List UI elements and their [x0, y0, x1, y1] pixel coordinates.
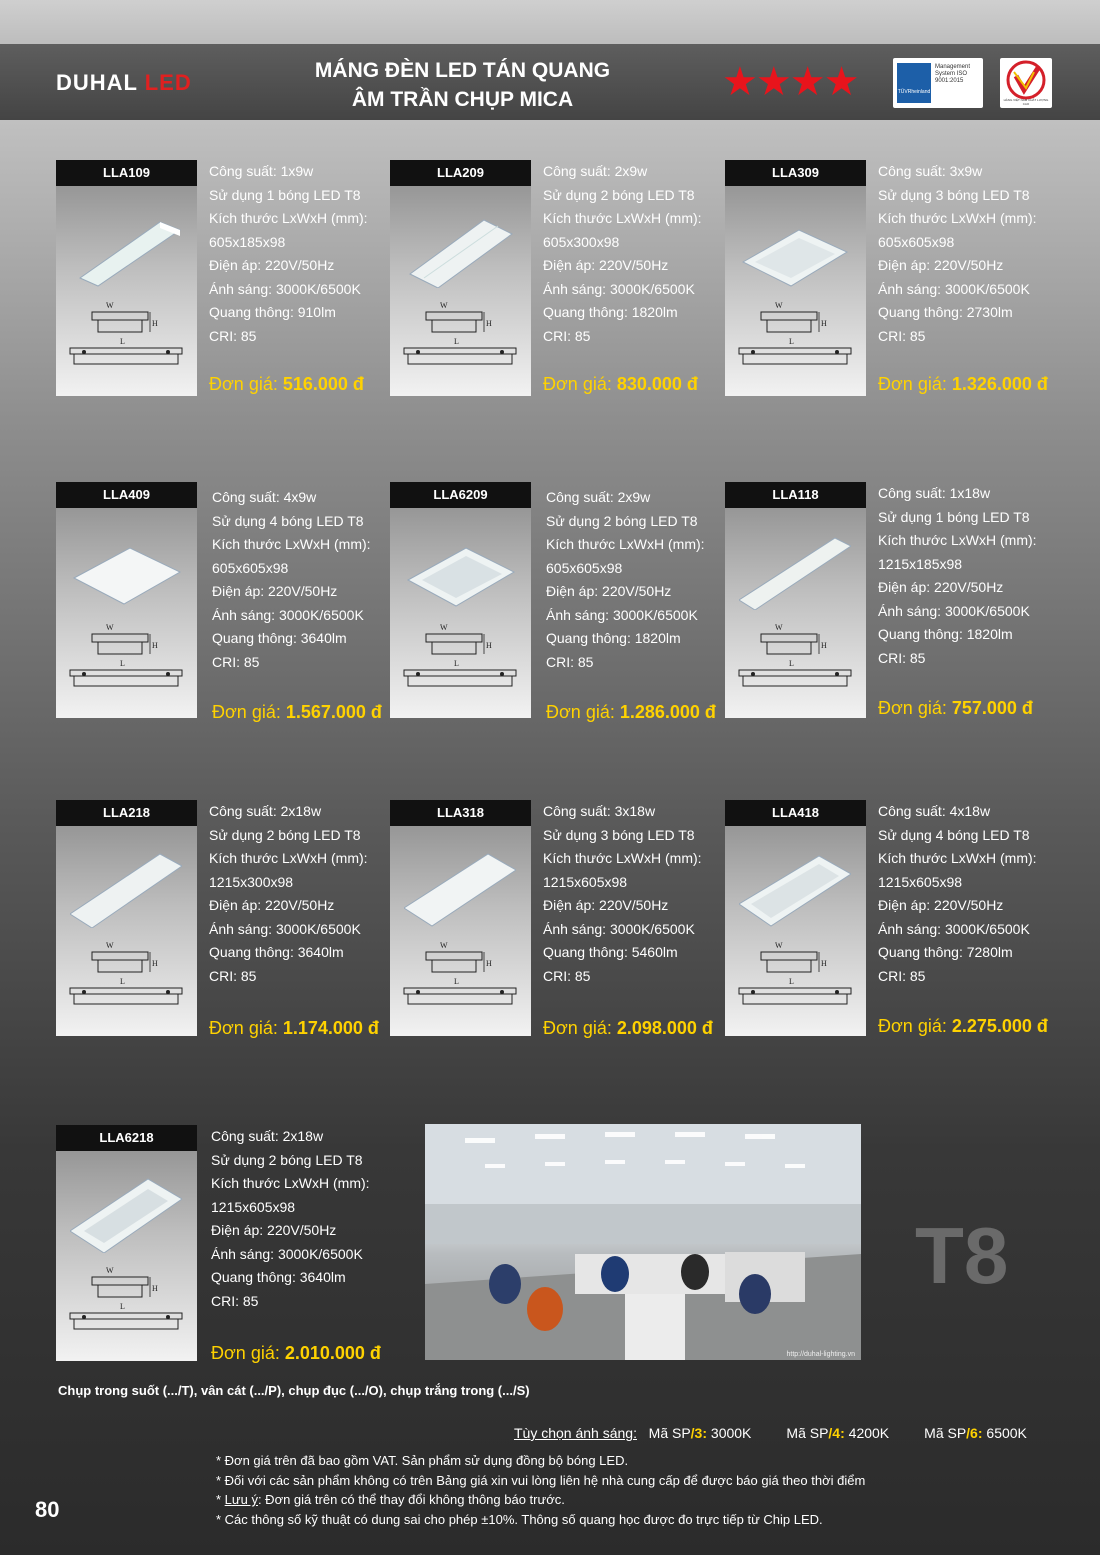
- product-specs: Công suất: 3x9w Sử dụng 3 bóng LED T8 Kích thước LxWxH (mm): 605x605x98 Điện áp: 220V/50Hz Ánh sáng: 3000K/6500K Quang thông: 2730lm CRI: 85: [878, 163, 1037, 344]
- footnotes: * Đơn giá trên đã bao gồm VAT. Sản phẩm sử dụng đồng bộ bóng LED. * Đối với các sản phẩm không có trên Bảng giá xin vui lòng liên hệ nhà cung cấp để được báo giá theo thời điểm * Lưu ý: Đơn giá trên có thể thay đổi không thông báo trước. * Các thông số kỹ thuật có dung sai cho phép ±10%. Thông số quang học được đo trực tiếp từ Chip LED.: [216, 1453, 866, 1527]
- product-image: [390, 482, 531, 718]
- dimension-drawing: [64, 1265, 190, 1355]
- product-code: LLA6218: [56, 1125, 197, 1151]
- product-specs: Công suất: 2x9w Sử dụng 2 bóng LED T8 Kích thước LxWxH (mm): 605x605x98 Điện áp: 220V/50Hz Ánh sáng: 3000K/6500K Quang thông: 1820lm CRI: 85: [546, 489, 705, 670]
- product-specs: Công suất: 1x18w Sử dụng 1 bóng LED T8 Kích thước LxWxH (mm): 1215x185x98 Điện áp: 220V/50Hz Ánh sáng: 3000K/6500K Quang thông: 1820lm CRI: 85: [878, 485, 1037, 666]
- product-specs: Công suất: 3x18w Sử dụng 3 bóng LED T8 Kích thước LxWxH (mm): 1215x605x98 Điện áp: 220V/50Hz Ánh sáng: 3000K/6500K Quang thông: 5460lm CRI: 85: [543, 803, 702, 984]
- square-troffer-icon: [739, 848, 851, 928]
- page-header: [0, 44, 1100, 120]
- cover-options-note: Chụp trong suốt (.../T), vân cát (.../P), chụp đục (.../O), chụp trắng trong (.../S): [58, 1383, 530, 1398]
- product-code: LLA109: [56, 160, 197, 186]
- page-number: 80: [35, 1497, 60, 1522]
- dimension-drawing: [733, 940, 859, 1030]
- square-troffer-icon: [70, 530, 182, 610]
- dimension-drawing: [398, 622, 524, 712]
- product-specs: Công suất: 2x18w Sử dụng 2 bóng LED T8 Kích thước LxWxH (mm): 1215x605x98 Điện áp: 220V/50Hz Ánh sáng: 3000K/6500K Quang thông: 3640lm CRI: 85: [211, 1128, 370, 1309]
- product-price: Đơn giá: 516.000 đ: [209, 374, 364, 394]
- brand-logo: DUHAL LED: [56, 70, 192, 95]
- product-code: LLA318: [390, 800, 531, 826]
- linear-troffer-icon: [70, 208, 182, 288]
- dimension-drawing: [733, 622, 859, 712]
- dimension-drawing: [64, 940, 190, 1030]
- product-specs: Công suất: 2x9w Sử dụng 2 bóng LED T8 Kích thước LxWxH (mm): 605x300x98 Điện áp: 220V/50Hz Ánh sáng: 3000K/6500K Quang thông: 1820lm CRI: 85: [543, 163, 702, 344]
- product-specs: Công suất: 4x9w Sử dụng 4 bóng LED T8 Kích thước LxWxH (mm): 605x605x98 Điện áp: 220V/50Hz Ánh sáng: 3000K/6500K Quang thông: 3640lm CRI: 85: [212, 489, 371, 670]
- t8-label: T8: [915, 1211, 1009, 1300]
- linear-troffer-icon: [70, 848, 182, 928]
- product-price: Đơn giá: 2.010.000 đ: [211, 1343, 381, 1363]
- linear-troffer-icon: [739, 530, 851, 610]
- product-price: Đơn giá: 2.098.000 đ: [543, 1018, 713, 1038]
- product-image: [56, 160, 197, 396]
- top-strip: [0, 0, 1100, 44]
- product-specs: Công suất: 1x9w Sử dụng 1 bóng LED T8 Kích thước LxWxH (mm): 605x185x98 Điện áp: 220V/50Hz Ánh sáng: 3000K/6500K Quang thông: 910lm CRI: 85: [209, 163, 368, 344]
- dimension-drawing: [64, 622, 190, 712]
- product-specs: Công suất: 2x18w Sử dụng 2 bóng LED T8 Kích thước LxWxH (mm): 1215x300x98 Điện áp: 220V/50Hz Ánh sáng: 3000K/6500K Quang thông: 3640lm CRI: 85: [209, 803, 368, 984]
- product-price: Đơn giá: 757.000 đ: [878, 698, 1033, 718]
- product-code: LLA409: [56, 482, 197, 508]
- product-code: LLA309: [725, 160, 866, 186]
- hvnclc-badge-icon: HÀNG VIỆT NAM CHẤT LƯỢNG CAO: [1000, 58, 1052, 108]
- office-photo: http://duhal-lighting.vn: [425, 1124, 861, 1360]
- product-code: LLA209: [390, 160, 531, 186]
- product-code: LLA6209: [390, 482, 531, 508]
- light-options: Tùy chọn ánh sáng: Mã SP/3: 3000K Mã SP/4: 4200K Mã SP/6: 6500K: [514, 1425, 1027, 1441]
- product-price: Đơn giá: 2.275.000 đ: [878, 1016, 1048, 1036]
- product-image: [56, 1125, 197, 1361]
- product-price: Đơn giá: 1.326.000 đ: [878, 374, 1048, 394]
- product-code: LLA118: [725, 482, 866, 508]
- product-image: [390, 800, 531, 1036]
- product-code: LLA218: [56, 800, 197, 826]
- product-image: [725, 160, 866, 396]
- linear-troffer-icon: [404, 208, 516, 288]
- product-image: [390, 160, 531, 396]
- product-code: LLA418: [725, 800, 866, 826]
- dimension-drawing: [733, 300, 859, 390]
- dimension-drawing: [64, 300, 190, 390]
- tuv-certificate-badge: TÜVRheinland Management System ISO 9001:2015: [893, 58, 983, 108]
- product-image: [725, 482, 866, 718]
- dimension-drawing: [398, 940, 524, 1030]
- product-price: Đơn giá: 830.000 đ: [543, 374, 698, 394]
- dimension-drawing: [398, 300, 524, 390]
- product-price: Đơn giá: 1.174.000 đ: [209, 1018, 379, 1038]
- product-price: Đơn giá: 1.286.000 đ: [546, 702, 716, 722]
- product-specs: Công suất: 4x18w Sử dụng 4 bóng LED T8 Kích thước LxWxH (mm): 1215x605x98 Điện áp: 220V/50Hz Ánh sáng: 3000K/6500K Quang thông: 7280lm CRI: 85: [878, 803, 1037, 984]
- tuv-logo-icon: TÜVRheinland: [897, 63, 931, 103]
- product-image: [56, 800, 197, 1036]
- page-title: MÁNG ĐÈN LED TÁN QUANG ÂM TRẦN CHỤP MICA: [314, 59, 611, 111]
- square-troffer-icon: [70, 1173, 182, 1253]
- linear-troffer-icon: [404, 848, 516, 928]
- product-image: [56, 482, 197, 718]
- product-image: [725, 800, 866, 1036]
- square-troffer-icon: [739, 208, 851, 288]
- product-price: Đơn giá: 1.567.000 đ: [212, 702, 382, 722]
- star-rating: ★★★★: [722, 60, 858, 104]
- square-troffer-icon: [404, 530, 516, 610]
